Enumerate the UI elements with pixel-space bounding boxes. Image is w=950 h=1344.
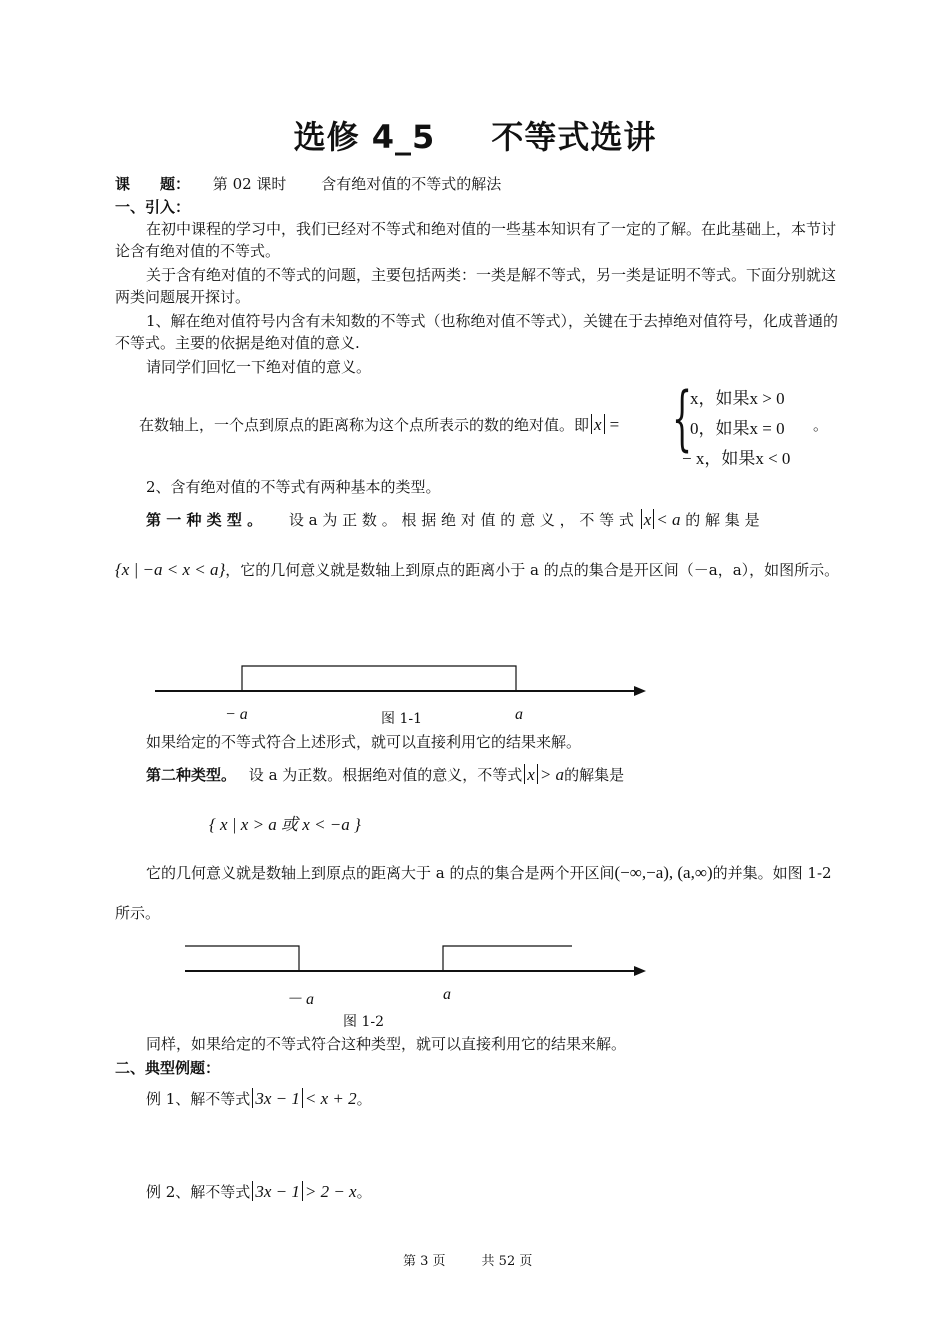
paragraph-6: 如果给定的不等式符合上述形式，就可以直接利用它的结果来解。 bbox=[146, 733, 582, 751]
right-interval-bracket bbox=[443, 946, 572, 971]
left-brace: { bbox=[672, 377, 693, 459]
footer-page: 第 3 页 bbox=[403, 1254, 446, 1269]
type2-label: 第二种类型。 bbox=[146, 766, 237, 784]
axis-arrow bbox=[634, 966, 646, 976]
example-2: 例 2、解不等式 3x − 1 > 2 − x。 bbox=[146, 1182, 372, 1201]
left-interval-bracket bbox=[185, 946, 299, 971]
type2-explanation: 它的几何意义就是数轴上到原点的距离大于 a 的点的集合是两个开区间(−∞,−a), (a,∞)的并集。如图 1-2 所示。 bbox=[115, 863, 832, 922]
lesson-topic: 含有绝对值的不等式的解法 bbox=[321, 175, 502, 193]
footer-total: 共 52 页 bbox=[481, 1254, 533, 1269]
paragraph-1: 在初中课程的学习中，我们已经对不等式和绝对值的一些基本知识有了一定的了解。在此基础上，本节讨论含有绝对值的不等式。 bbox=[115, 220, 837, 260]
number-line-figure-1 bbox=[150, 660, 660, 705]
paragraph-2: 关于含有绝对值的不等式的问题，主要包括两类：一类是解不等式，另一类是证明不等式。下面分别就这两类问题展开探讨。 bbox=[115, 266, 837, 306]
intervals: (−∞,−a), (a,∞) bbox=[614, 863, 713, 882]
lesson-period: 第 02 课时 bbox=[212, 175, 287, 193]
fig2-right-label: a bbox=[443, 986, 451, 1003]
case-1: x，如果x > 0 bbox=[690, 389, 785, 408]
case-3: − x，如果x < 0 bbox=[682, 449, 791, 468]
fig2-caption: 图 1-2 bbox=[343, 1014, 384, 1030]
fig1-left-label: − a bbox=[225, 706, 248, 723]
fig2-left-label: － a bbox=[286, 991, 315, 1008]
lesson-label: 课 题： bbox=[115, 175, 191, 193]
section-heading-intro: 一、引入： bbox=[115, 198, 191, 216]
paragraph-3: 1、解在绝对值符号内含有未知数的不等式（也称绝对值不等式），关键在于去掉绝对值符号，化成普通的不等式。主要的依据是绝对值的意义. bbox=[115, 312, 839, 352]
title-part2: 不等式选讲 bbox=[491, 118, 657, 156]
interval-bracket bbox=[242, 666, 516, 691]
section-heading-examples: 二、典型例题： bbox=[115, 1059, 221, 1077]
fig1-caption: 图 1-1 bbox=[381, 711, 422, 727]
paragraph-5: 2、含有绝对值的不等式有两种基本的类型。 bbox=[146, 478, 441, 496]
paragraph-7: 同样，如果给定的不等式符合这种类型，就可以直接利用它的结果来解。 bbox=[146, 1035, 627, 1053]
abs-definition-text: 在数轴上，一个点到原点的距离称为这个点所表示的数的绝对值。即 x = bbox=[139, 415, 620, 434]
lesson-line bbox=[115, 173, 501, 194]
type1-line: 第 一 种 类 型 。 设 a 为 正 数 。 根 据 绝 对 值 的 意 义 ， 不 等 式 x < a 的 解 集 是 bbox=[146, 510, 760, 529]
axis-arrow bbox=[634, 686, 646, 696]
type1-set: {x | −a < x < a} bbox=[115, 560, 226, 579]
type1-explanation: {x | −a < x < a}，它的几何意义就是数轴上到原点的距离小于 a 的点的集合是开区间（－a，a），如图所示。 bbox=[115, 560, 840, 579]
page-footer bbox=[403, 1250, 532, 1269]
page-title bbox=[0, 112, 950, 158]
example-1: 例 1、解不等式 3x − 1 < x + 2。 bbox=[146, 1089, 372, 1108]
definition-end: 。 bbox=[813, 416, 829, 434]
type2-set: { x | x > a 或 x < −a } bbox=[209, 815, 361, 834]
fig1-right-label: a bbox=[515, 706, 523, 723]
number-line-figure-2 bbox=[180, 935, 660, 980]
type1-label: 第 一 种 类 型 。 bbox=[146, 511, 263, 529]
case-2: 0，如果x = 0 bbox=[690, 419, 785, 438]
type2-line: 第二种类型。 设 a 为正数。根据绝对值的意义，不等式 x > a的解集是 bbox=[146, 765, 625, 784]
paragraph-4: 请同学们回忆一下绝对值的意义。 bbox=[146, 358, 372, 376]
title-part1: 选修 4_5 bbox=[293, 118, 436, 156]
